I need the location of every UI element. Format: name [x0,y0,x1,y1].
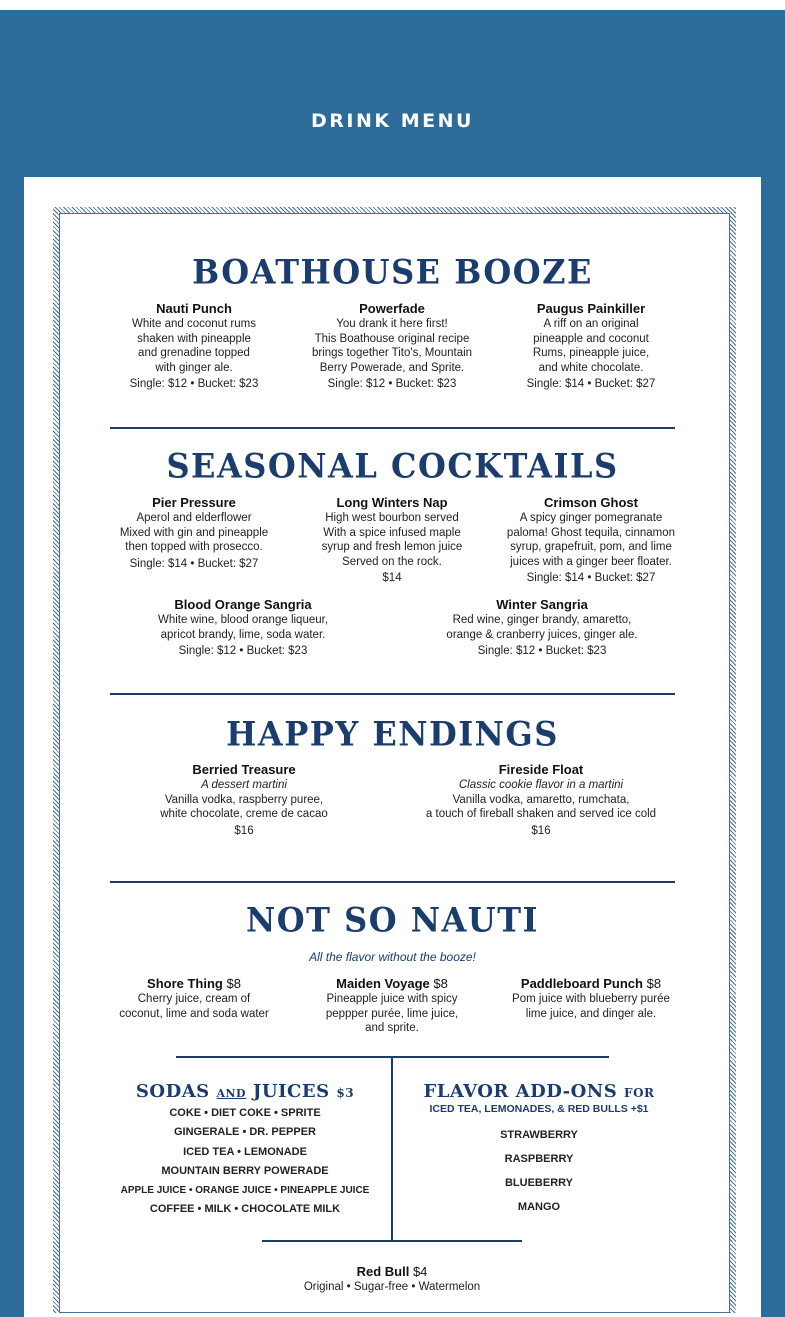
section-divider [110,427,675,429]
flavor-item: STRAWBERRY [500,1129,578,1141]
drink-description: High west bourbon served With a spice infused maple syrup and fresh lemon juice Served on the rock. [321,512,463,568]
redbull-item [242,1264,542,1295]
sodas-word: SODAS [135,1081,210,1102]
section-title-boathouse-booze: BOATHOUSE BOOZE [192,252,593,292]
drink-description: Vanilla vodka, amaretto, rumchata, a touch of fireball shaken and served ice cold [425,793,657,820]
drink-description: Aperol and elderflower Mixed with gin and pineapple then topped with prosecco. [119,512,269,553]
juices-word: JUICES [252,1081,330,1102]
block-bottom-rule [262,1240,522,1242]
drink-name: Powerfade [359,301,425,316]
section-title-not-so-nauti: NOT SO NAUTI [246,900,539,940]
drink-name: Paugus Painkiller [536,301,646,316]
page-title: DRINK MENU [311,110,474,132]
drink-price: Single: $12 • Bucket: $23 [477,645,607,657]
drink-item [496,976,686,1021]
menu-content [24,177,761,1306]
drink-description: Vanilla vodka, raspberry puree, white chocolate, creme de cacao [160,793,328,820]
and-word: AND [216,1087,247,1100]
drink-description: A riff on an original pineapple and coconut Rums, pineapple juice, and white chocolate. [532,318,650,374]
flavor-addons-subtitle: ICED TEA, LEMONADES, & RED BULLS +$1 [429,1103,649,1115]
drink-name: Paddleboard Punch [520,976,643,991]
drink-item [424,597,660,659]
drink-price: Single: $12 • Bucket: $23 [327,378,457,390]
soda-line: APPLE JUICE • ORANGE JUICE • PINEAPPLE JUICE [120,1185,370,1197]
drink-name: Maiden Voyage [336,976,430,991]
redbull-options: Original • Sugar-free • Watermelon [303,1281,481,1293]
drink-price: Single: $12 • Bucket: $23 [129,378,259,390]
drink-description: You drank it here first! This Boathouse original recipe brings together Tito's, Mountain Berry Powerade, and Sprite. [311,318,473,374]
drink-item [408,762,674,838]
drink-description: Red wine, ginger brandy, amaretto, orange & cranberry juices, ginger ale. [446,614,638,641]
drink-name: Fireside Float [498,762,584,777]
flavor-item: MANGO [517,1201,561,1213]
drink-name-line [242,1264,542,1280]
drink-name: Crimson Ghost [544,495,638,510]
drink-description: Cherry juice, cream of coconut, lime and soda water [119,993,269,1020]
sodas-list [100,1104,390,1220]
addons-suffix: FOR [624,1086,655,1100]
drink-name: Shore Thing [147,976,223,991]
section-title-happy-endings: HAPPY ENDINGS [226,714,559,754]
soda-line: GINGERALE • DR. PEPPER [174,1126,316,1139]
top-strip [0,0,785,10]
flavor-item: RASPBERRY [504,1153,574,1165]
drink-item [496,495,686,586]
drink-name-line [304,976,480,992]
drink-name: Berried Treasure [192,762,296,777]
drink-item [304,976,480,1036]
drink-name: Winter Sangria [496,597,588,612]
drink-item [304,495,480,586]
drink-item [502,301,680,392]
soda-line: COKE • DIET COKE • SPRITE [169,1107,321,1119]
sodas-price: $3 [336,1086,355,1100]
drink-price: $14 [382,572,402,584]
drink-name: Nauti Punch [156,301,232,316]
drink-item [134,762,354,838]
soda-line: MOUNTAIN BERRY POWERADE [161,1164,329,1177]
section-divider [110,881,675,883]
drink-item [110,301,278,392]
flavor-list [444,1123,634,1219]
drink-description: Pom juice with blueberry purée lime juice, and dinger ale. [512,993,670,1020]
drink-name: Blood Orange Sangria [174,597,312,612]
drink-tagline: A dessert martini [201,779,287,791]
drink-price: $8 [226,976,241,991]
drink-description: White wine, blood orange liqueur, apricot brandy, lime, soda water. [157,614,329,641]
flavor-addons-title [404,1081,674,1102]
section-title-seasonal-cocktails: SEASONAL COCKTAILS [166,446,619,486]
drink-price: $8 [646,976,662,991]
drink-name: Pier Pressure [152,495,236,510]
flavor-item: BLUEBERRY [504,1177,574,1189]
drink-description: White and coconut rums shaken with pineapple and grenadine topped with ginger ale. [131,318,256,374]
drink-price: $16 [234,824,254,837]
block-vertical-divider [391,1056,393,1241]
drink-item [104,495,284,571]
soda-line: ICED TEA • LEMONADE [183,1145,307,1158]
drink-tagline: Classic cookie flavor in a martini [458,779,624,791]
drink-price: Single: $14 • Bucket: $27 [526,378,656,390]
drink-item [140,597,346,659]
drink-price: Single: $12 • Bucket: $23 [178,645,308,657]
section-divider [110,693,675,695]
section-subtitle: All the flavor without the booze! [309,950,476,964]
drink-name-line [104,976,284,992]
drink-name-line [496,976,686,992]
drink-price: Single: $14 • Bucket: $27 [526,572,656,584]
drink-item [104,976,284,1021]
drink-name: Long Winters Nap [336,495,448,510]
addons-word: FLAVOR ADD-ONS [423,1081,618,1102]
drink-price: $4 [412,1264,428,1279]
menu-card [24,177,761,1317]
soda-line: COFFEE • MILK • CHOCOLATE MILK [149,1203,341,1216]
drink-price: Single: $14 • Bucket: $27 [129,557,259,570]
sodas-juices-title [110,1081,380,1102]
drink-item [294,301,490,392]
drink-description: A spicy ginger pomegranate paloma! Ghost tequila, cinnamon syrup, grapefruit, pom, and lime juices with a ginger beer floater. [506,512,676,568]
drink-description: Pineapple juice with spicy peppper purée, lime juice, and sprite. [325,993,459,1034]
drink-name: Red Bull [356,1264,410,1279]
drink-price: $8 [433,976,448,991]
drink-price: $16 [531,824,551,837]
